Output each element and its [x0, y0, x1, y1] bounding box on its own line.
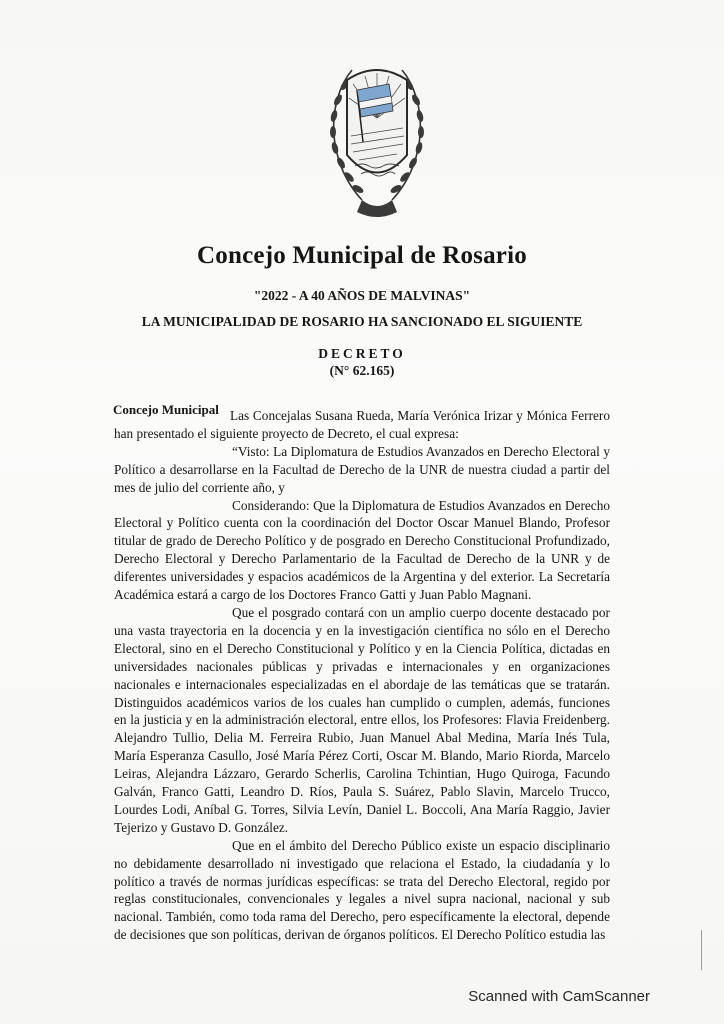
page-title: Concejo Municipal de Rosario: [197, 242, 527, 269]
scanner-watermark: Scanned with CamScanner: [468, 988, 650, 1005]
paragraph: Que en el ámbito del Derecho Público existe un espacio disciplinario no debidamente desarrollado ni investigado que relaciona el Estado, la ciudadanía y lo político a través de normas jurídicas específicas: se trata del Derecho Electoral, regido por reglas constitucionales, convencionales y legales a nivel supra nacional, nacional y sub nacional. También, como toda rama del Derecho, pero específicamente la electoral, depende de decisiones que son políticas, derivan de órganos políticos. El Derecho Político estudia las: [114, 837, 610, 943]
scan-edge-mark: [701, 930, 702, 970]
decree-number: (N° 62.165): [329, 363, 395, 378]
decree-body: [114, 405, 610, 944]
paragraph: Considerando: Que la Diplomatura de Estudios Avanzados en Derecho Electoral y Político cuenta con la coordinación del Doctor Oscar Manuel Blando, Profesor titular de grado de Derecho Político y de posgrado en Derecho Constitucional Profundizado, Derecho Electoral y Derecho Parlamentario de la Facultad de Derecho de la UNR y de diferentes universidades y espacios académicos de la Argentina y del exterior. La Secretaría Académica estará a cargo de los Doctores Franco Gatti y Juan Pablo Magnani.: [114, 497, 610, 603]
paragraph: Que el posgrado contará con un amplio cuerpo docente destacado por una vasta trayectoria en la docencia y en la investigación científica no sólo en el Derecho Electoral, sino en el Derecho Constitucional y Político y en la Ciencia Política, dictadas en universidades nacionales públicas y privadas e internacionales y en organizaciones nacionales e internacionales especializadas en el abordaje de las temáticas que se tratarán. Distinguidos académicos varios de los cuales han cumplido o cumplen, además, funciones en la justicia y en la administración electoral, entre ellos, los Profesores: Flavia Freidenberg. Alejandro Tullio, Delia M. Ferreira Rubio, Juan Manuel Abal Medina, María Inés Tula, María Esperanza Casullo, José María Pérez Corti, Oscar M. Blando, Mario Riorda, Marcelo Leiras, Alejandra Lázzaro, Gerardo Scherlis, Carolina Tchintian, Hugo Quiroga, Facundo Galván, Franco Gatti, Leandro D. Ríos, Paula S. Suárez, Pablo Slavin, Marcelo Trucco, Lourdes Lodi, Aníbal G. Torres, Silvia Levín, Daniel L. Boccoli, Ana María Raggio, Javier Tejerizo y Gustavo D. González.: [114, 604, 610, 835]
section-label: Concejo Municipal: [113, 402, 219, 417]
rosario-coat-of-arms: [317, 40, 437, 225]
year-motto: "2022 - A 40 AÑOS DE MALVINAS": [253, 288, 471, 303]
decree-heading: DECRETO: [318, 346, 406, 361]
paragraph: “Visto: La Diplomatura de Estudios Avanzados en Derecho Electoral y Político a desarrollarse en la Facultad de Derecho de la UNR de nuestra ciudad a partir del mes de julio del corriente año, y: [114, 443, 610, 495]
sanction-line: LA MUNICIPALIDAD DE ROSARIO HA SANCIONADO EL SIGUIENTE: [141, 314, 583, 329]
paragraph: Las Concejalas Susana Rueda, María Verónica Irizar y Mónica Ferrero han presentado el siguiente proyecto de Decreto, el cual expresa:: [114, 408, 610, 441]
